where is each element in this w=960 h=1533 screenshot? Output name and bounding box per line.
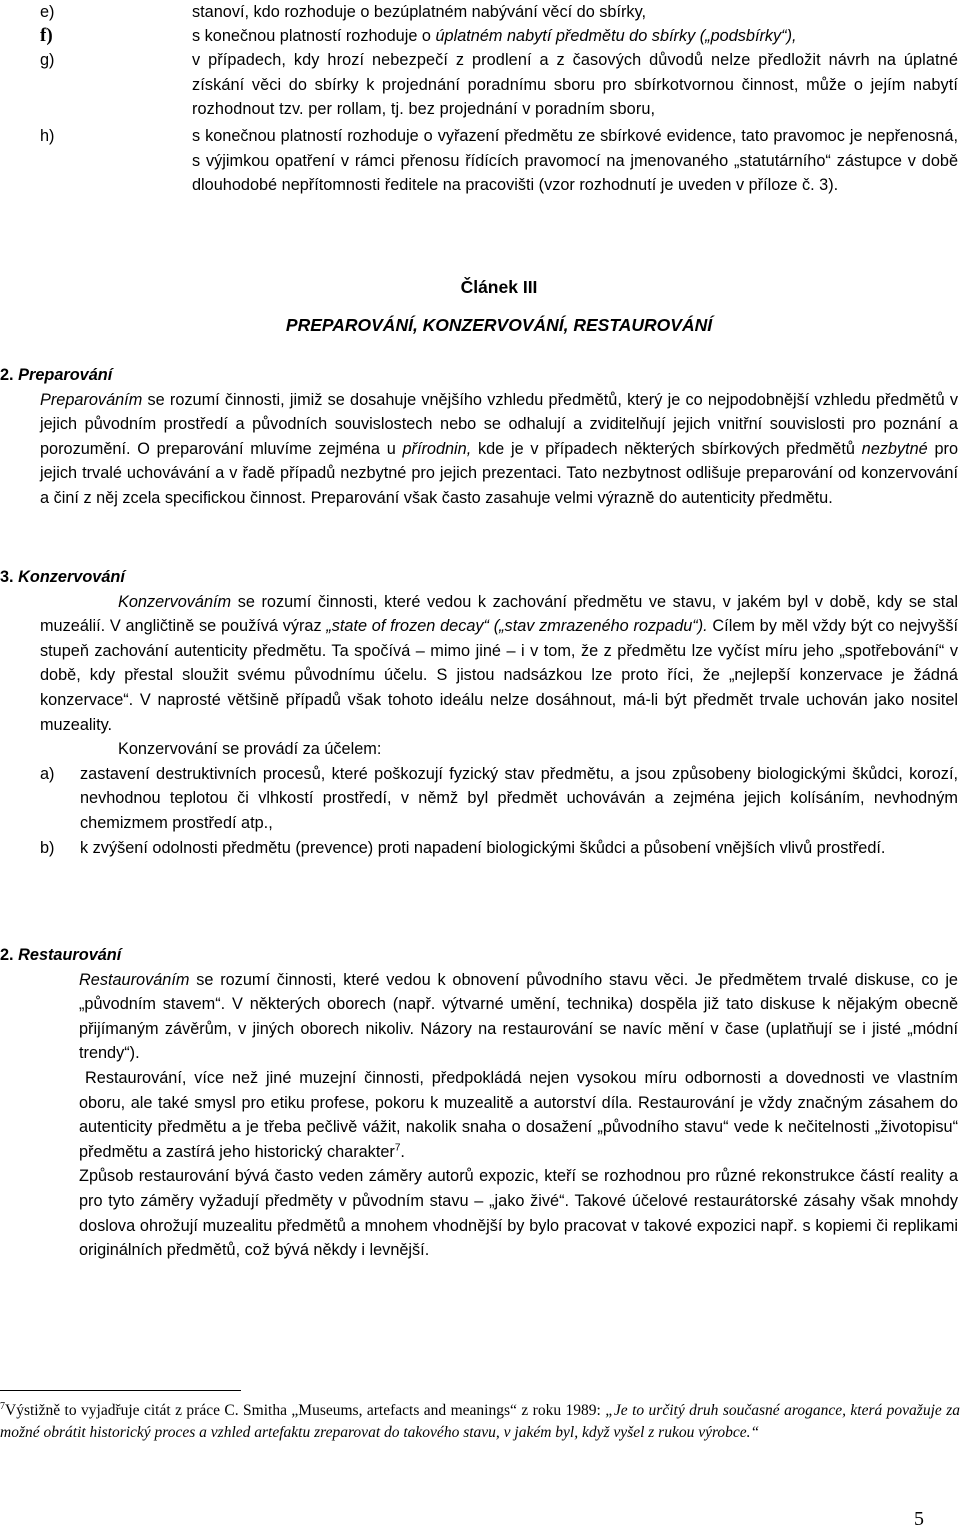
- section-heading: 3. Konzervování: [0, 568, 125, 586]
- section-heading: 2. Preparování: [0, 366, 113, 384]
- list-item-e: [40, 0, 958, 25]
- section-konzervovani: [0, 565, 958, 860]
- list-item-text: s konečnou platností rozhoduje o úplatném nabytí předmětu do sbírky („podsbírky“),: [192, 27, 797, 45]
- list-item: b) k zvýšení odolnosti předmětu (prevence) proti napadení biologickými škůdci a působení vnějších vlivů prostředí.: [40, 838, 886, 857]
- list-item: a) zastavení destruktivních procesů, které poškozují fyzický stav předmětu, a jsou způsobeny biologickými škůdci, korozí, nevhodnou teplotou či vlhkostí prostředí, v němž byl předmět uchováván a zejména jejich kolísáním, nevhodným chemizmem prostředí atp.,: [40, 764, 958, 832]
- article-subheading: PREPAROVÁNÍ, KONZERVOVÁNÍ, RESTAUROVÁNÍ: [285, 315, 713, 335]
- purpose-list: [40, 762, 958, 860]
- footnote-mark: 7: [0, 1400, 5, 1412]
- section-restaurovani: [0, 943, 958, 1263]
- list-item-label: g): [40, 51, 55, 69]
- footnote-divider: [0, 1390, 241, 1391]
- list-item-text: s konečnou platností rozhoduje o vyřazení předmětu ze sbírkové evidence, tato pravomoc je nepřenosná, s výjimkou opatření v rámci přenosu řídících pravomocí na jmenovaného „statutárního“ zástupce v době dlouhodobé nepřítomnosti ředitele na pracovišti (vzor rozhodnutí je uveden v příloze č. 3).: [192, 127, 958, 195]
- list-item-label: e): [40, 3, 55, 21]
- list-item-label: h): [40, 127, 55, 145]
- section-paragraph: Konzervováním se rozumí činnosti, které vedou k zachování předmětu ve stavu, v jakém byl v době, kdy se stal muzeálií. V angličtině se používá výraz „state of frozen decay“ („stav zmrazeného rozpadu“). Cílem by měl vždy být co nejvyšší stupeň zachování autenticity předmětu. Ta spočívá – mimo jiné – i v tom, že z předmětu lze vyčíst míru jeho „spotřebování“ v době, kdy přestal sloužit svému původnímu účelu. S jistou nadsázkou lze proto říci, že „nejlepší konzervace je žádná konzervace“. V naprosté většině případů však tohoto ideálu nelze dosáhnout, má-li být předmět trvale uchován jako nositel muzeality.: [40, 592, 958, 734]
- section-paragraph: Preparováním se rozumí činnosti, jimiž se dosahuje vnějšího vzhledu předmětů, který je co nejpodobnější vzhledu předmětů v jejich původním prostředí a původních souvislostech nebo se odhalují a zviditelňují jejich vnitřní souvislosti pro poznání a porozumění. O preparování mluvíme zejména u přírodnin, kde je v případech některých sbírkových předmětů nezbytné pro jejich trvalé uchovávání a v řadě případů nezbytné pro jejich prezentaci. Tato nezbytnost odlišuje preparování od konzervování a činí z něj zcela specifickou činnost. Preparování však často zasahuje velmi výrazně do autenticity předmětu.: [40, 390, 958, 507]
- article-heading: Článek III: [460, 277, 538, 297]
- list-item-text: stanoví, kdo rozhoduje o bezúplatném nabývání věcí do sbírky,: [192, 3, 647, 21]
- section-preparovani: [0, 363, 958, 511]
- page-number: 5: [914, 1508, 924, 1530]
- section-paragraph: Způsob restaurování bývá často veden záměry autorů expozic, kteří se rozhodnou pro různé rekonstrukce částí reality a pro tyto záměry vyžadují předměty v původním stavu – „jako živé“. Takové účelové restaurátorské zásahy však mnohdy doslova ohrožují muzealitu předmětů a mnohem vhodnější by bylo pracovat v takové expozici např. s kopiemi či replikami originálních předmětů, což bývá někdy i levnější.: [79, 1167, 958, 1260]
- list-item-label: f): [40, 25, 53, 46]
- footnote: $^7$Výstižně to vyjadřuje citát z práce C. Smitha „Museums, artefacts and meanings“ z roku 1989: „Je to určitý druh současné arogance, která považuje za možné obrátit historický proces a vzhled artefaktu zreparovat do takového stavu, v jakém byl, když vyšel z rukou výrobce.“: [0, 1400, 960, 1441]
- section-heading: 2. Restaurování: [0, 946, 122, 964]
- list-item-f: [40, 24, 958, 49]
- list-item-g: [40, 48, 958, 122]
- section-paragraph: Restaurováním se rozumí činnosti, které vedou k obnovení původního stavu věci. Je předmětem trvalé diskuse, co je „původním stavem“. V některých oborech (např. výtvarné umění, technika) dospěla již tato diskuse k nějakým obecně přijímaným závěrům, v jiných oborech nikoliv. Názory na restaurování se navíc mění v čase (uplatňují se i jisté „módní trendy“).: [79, 970, 958, 1063]
- list-item-text: v případech, kdy hrozí nebezpečí z prodlení a z časových důvodů nelze předložit návrh na úplatné získání věci do sbírky k projednání poradnímu sboru pro sbírkotvornou činnost, může o jejím nabytí rozhodnout tzv. per rollam, tj. bez projednání v poradním sboru,: [192, 51, 958, 119]
- list-item-h: [40, 124, 958, 198]
- section-paragraph: Konzervování se provádí za účelem:: [118, 740, 382, 759]
- section-paragraph: Restaurování, více než jiné muzejní činnosti, předpokládá nejen vysokou míru odbornosti a dovednosti ve vlastním oboru, ale také smysl pro etiku profese, pokoru k muzealitě a autorství díla. Restaurování je vždy značným zásahem do autenticity předmětu a je třeba pečlivě vážit, nakolik snaha o dosažení „původního stavu“ vede k nečitelnosti „životopisu“ předmětu a zastírá jeho historický charakter$^7$.: [79, 1068, 958, 1161]
- footnote-reference[interactable]: 7: [394, 1142, 401, 1154]
